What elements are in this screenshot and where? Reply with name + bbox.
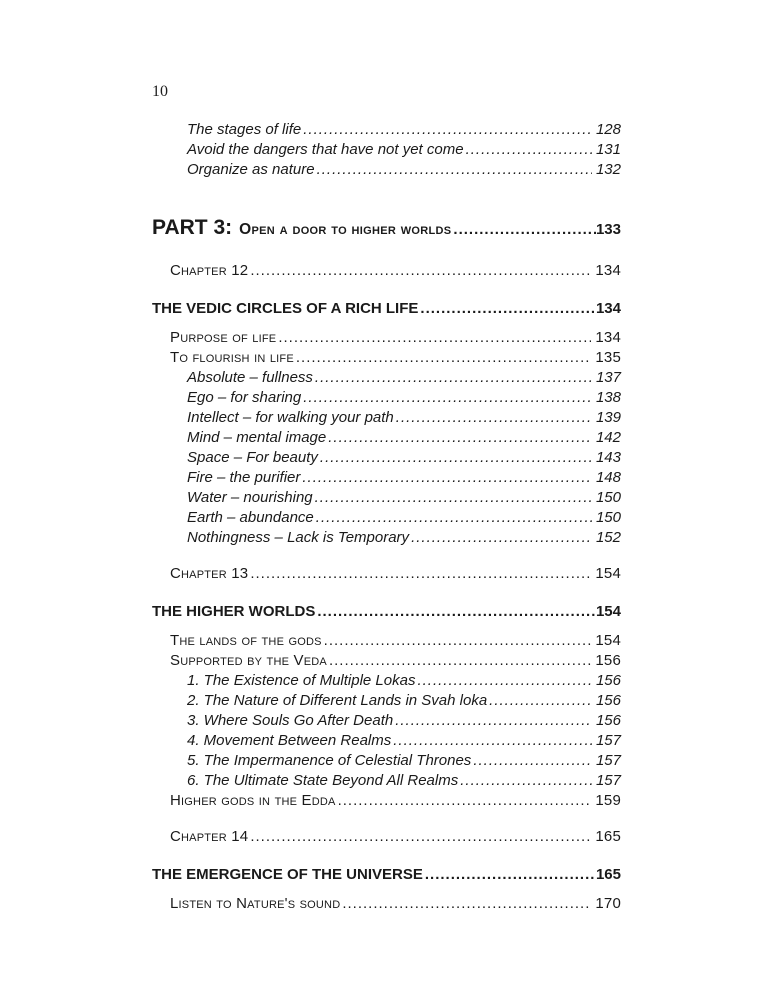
toc-leader-dots: [296, 348, 591, 368]
toc-entry-label: Nothingness – Lack is Temporary: [187, 529, 410, 546]
toc-entry-label: Absolute – fullness: [187, 369, 313, 386]
toc-entry-label: Chapter 14: [170, 828, 249, 845]
toc-entry-label: The lands of the gods: [170, 632, 322, 649]
toc-leader-dots: [393, 731, 592, 751]
toc-leader-dots: [320, 448, 592, 468]
toc-page-number: 143: [595, 449, 621, 466]
toc-entry: [187, 711, 621, 731]
toc-entry-label: Organize as nature: [187, 161, 315, 178]
toc-leader-dots: [317, 602, 596, 622]
toc-entry: [170, 328, 621, 348]
toc-page-number: 134: [595, 329, 621, 346]
toc-page-number: 138: [595, 389, 621, 406]
toc-leader-dots: [466, 140, 592, 160]
toc-entry: [187, 160, 621, 180]
toc-entry-label: Supported by the Veda: [170, 652, 327, 669]
toc-leader-dots: [411, 528, 592, 548]
toc-page-number: 150: [595, 489, 621, 506]
toc-leader-dots: [317, 160, 592, 180]
part-heading-prefix: PART 3:: [152, 216, 233, 239]
page-number: 10: [152, 83, 168, 100]
toc-entry: [170, 631, 621, 651]
toc-entry: [187, 120, 621, 140]
toc-page-number: 148: [595, 469, 621, 486]
toc-chapter-entry: [170, 261, 621, 281]
toc-entry-label: 3. Where Souls Go After Death: [187, 712, 394, 729]
toc-page-number: 157: [595, 732, 621, 749]
toc-entry-label: 2. The Nature of Different Lands in Svah loka: [187, 692, 488, 709]
toc-page-number: 156: [595, 672, 621, 689]
toc-entry-label: 4. Movement Between Realms: [187, 732, 392, 749]
toc-leader-dots: [460, 771, 592, 791]
toc-page-number: 152: [595, 529, 621, 546]
toc-entry-label: Ego – for sharing: [187, 389, 302, 406]
toc-leader-dots: [328, 428, 592, 448]
toc-leader-dots: [420, 299, 596, 319]
toc-chapter-title: [152, 299, 621, 319]
toc-entry: [187, 488, 621, 508]
part-heading-title: Open a door to higher worlds: [239, 221, 452, 238]
toc-entry-label: Purpose of life: [170, 329, 277, 346]
toc-page-number: 154: [595, 565, 621, 582]
toc-entry-label: THE EMERGENCE OF THE UNIVERSE: [152, 866, 423, 883]
toc-entry: [187, 671, 621, 691]
toc-leader-dots: [278, 328, 591, 348]
toc-page-number: 139: [595, 409, 621, 426]
toc-entry: [187, 508, 621, 528]
toc-entry-label: Chapter 12: [170, 262, 249, 279]
toc-entry: [170, 791, 621, 811]
toc-page-number: 128: [595, 121, 621, 138]
toc-page-number: 132: [595, 161, 621, 178]
toc-leader-dots: [338, 791, 592, 811]
toc-leader-dots: [302, 468, 592, 488]
toc-page-number: 156: [595, 652, 621, 669]
toc-entry: [170, 894, 621, 914]
toc-leader-dots: [453, 215, 596, 245]
toc-entry-label: Intellect – for walking your path: [187, 409, 394, 426]
toc-leader-dots: [395, 711, 592, 731]
toc-page-number: 170: [595, 895, 621, 912]
toc-leader-dots: [250, 564, 591, 584]
toc-entry: [170, 348, 621, 368]
toc-entry-label: Mind – mental image: [187, 429, 327, 446]
toc-page-number: 133: [595, 221, 621, 238]
toc-entry-label: The stages of life: [187, 121, 302, 138]
toc-page-number: 159: [595, 792, 621, 809]
toc-part-heading: [152, 213, 621, 245]
toc-entry: [187, 731, 621, 751]
toc-chapter-title: [152, 602, 621, 622]
toc-leader-dots: [342, 894, 591, 914]
toc-chapter-title: [152, 865, 621, 885]
toc-entry-label: THE VEDIC CIRCLES OF A RICH LIFE: [152, 300, 419, 317]
toc-entry: [187, 751, 621, 771]
toc-leader-dots: [315, 368, 592, 388]
toc-page-number: 157: [595, 772, 621, 789]
toc-page-number: 150: [595, 509, 621, 526]
toc-entry-label: Chapter 13: [170, 565, 249, 582]
toc-page-number: 154: [595, 632, 621, 649]
toc-page-number: 154: [595, 603, 621, 620]
toc-leader-dots: [473, 751, 592, 771]
toc-entry: [187, 408, 621, 428]
toc-leader-dots: [303, 388, 592, 408]
toc-page-number: 135: [595, 349, 621, 366]
toc-entry-label: To flourish in life: [170, 349, 294, 366]
toc-entry-label: Water – nourishing: [187, 489, 313, 506]
toc-chapter-entry: [170, 827, 621, 847]
toc-leader-dots: [315, 488, 592, 508]
toc-entry-label: Earth – abundance: [187, 509, 314, 526]
toc-entry-label: 5. The Impermanence of Celestial Thrones: [187, 752, 472, 769]
toc-entry-label: Space – For beauty: [187, 449, 318, 466]
toc-entry-label: Fire – the purifier: [187, 469, 301, 486]
toc-leader-dots: [250, 827, 591, 847]
toc-entry-label: 1. The Existence of Multiple Lokas: [187, 672, 416, 689]
toc-entry: [187, 691, 621, 711]
toc-page-number: 157: [595, 752, 621, 769]
toc-entry: [187, 528, 621, 548]
toc-page-number: 131: [595, 141, 621, 158]
toc-entry: [187, 428, 621, 448]
toc-chapter-entry: [170, 564, 621, 584]
toc-entry: [187, 388, 621, 408]
toc-entry: [187, 368, 621, 388]
toc-leader-dots: [329, 651, 591, 671]
toc-page-number: 165: [595, 866, 621, 883]
toc-entry-label: Higher gods in the Edda: [170, 792, 336, 809]
toc-leader-dots: [316, 508, 592, 528]
toc-leader-dots: [250, 261, 591, 281]
toc-leader-dots: [417, 671, 592, 691]
toc-leader-dots: [425, 865, 596, 885]
toc-leader-dots: [303, 120, 592, 140]
toc-entry: [187, 771, 621, 791]
toc-page-number: 156: [595, 712, 621, 729]
toc-entry: [170, 651, 621, 671]
toc-leader-dots: [489, 691, 592, 711]
toc-page-number: 137: [595, 369, 621, 386]
toc-entry-label: Avoid the dangers that have not yet come: [187, 141, 464, 158]
toc-entry-label: THE HIGHER WORLDS: [152, 603, 316, 620]
toc-page-number: 156: [595, 692, 621, 709]
toc-entry-label: 6. The Ultimate State Beyond All Realms: [187, 772, 459, 789]
toc-entry-label: Listen to Nature's sound: [170, 895, 341, 912]
toc-entry: [187, 448, 621, 468]
toc-leader-dots: [324, 631, 592, 651]
toc-leader-dots: [396, 408, 592, 428]
toc-page-number: 134: [595, 262, 621, 279]
toc-page-number: 134: [595, 300, 621, 317]
toc-entry: [187, 140, 621, 160]
toc-page-number: 142: [595, 429, 621, 446]
toc-entry: [187, 468, 621, 488]
toc-page-number: 165: [595, 828, 621, 845]
